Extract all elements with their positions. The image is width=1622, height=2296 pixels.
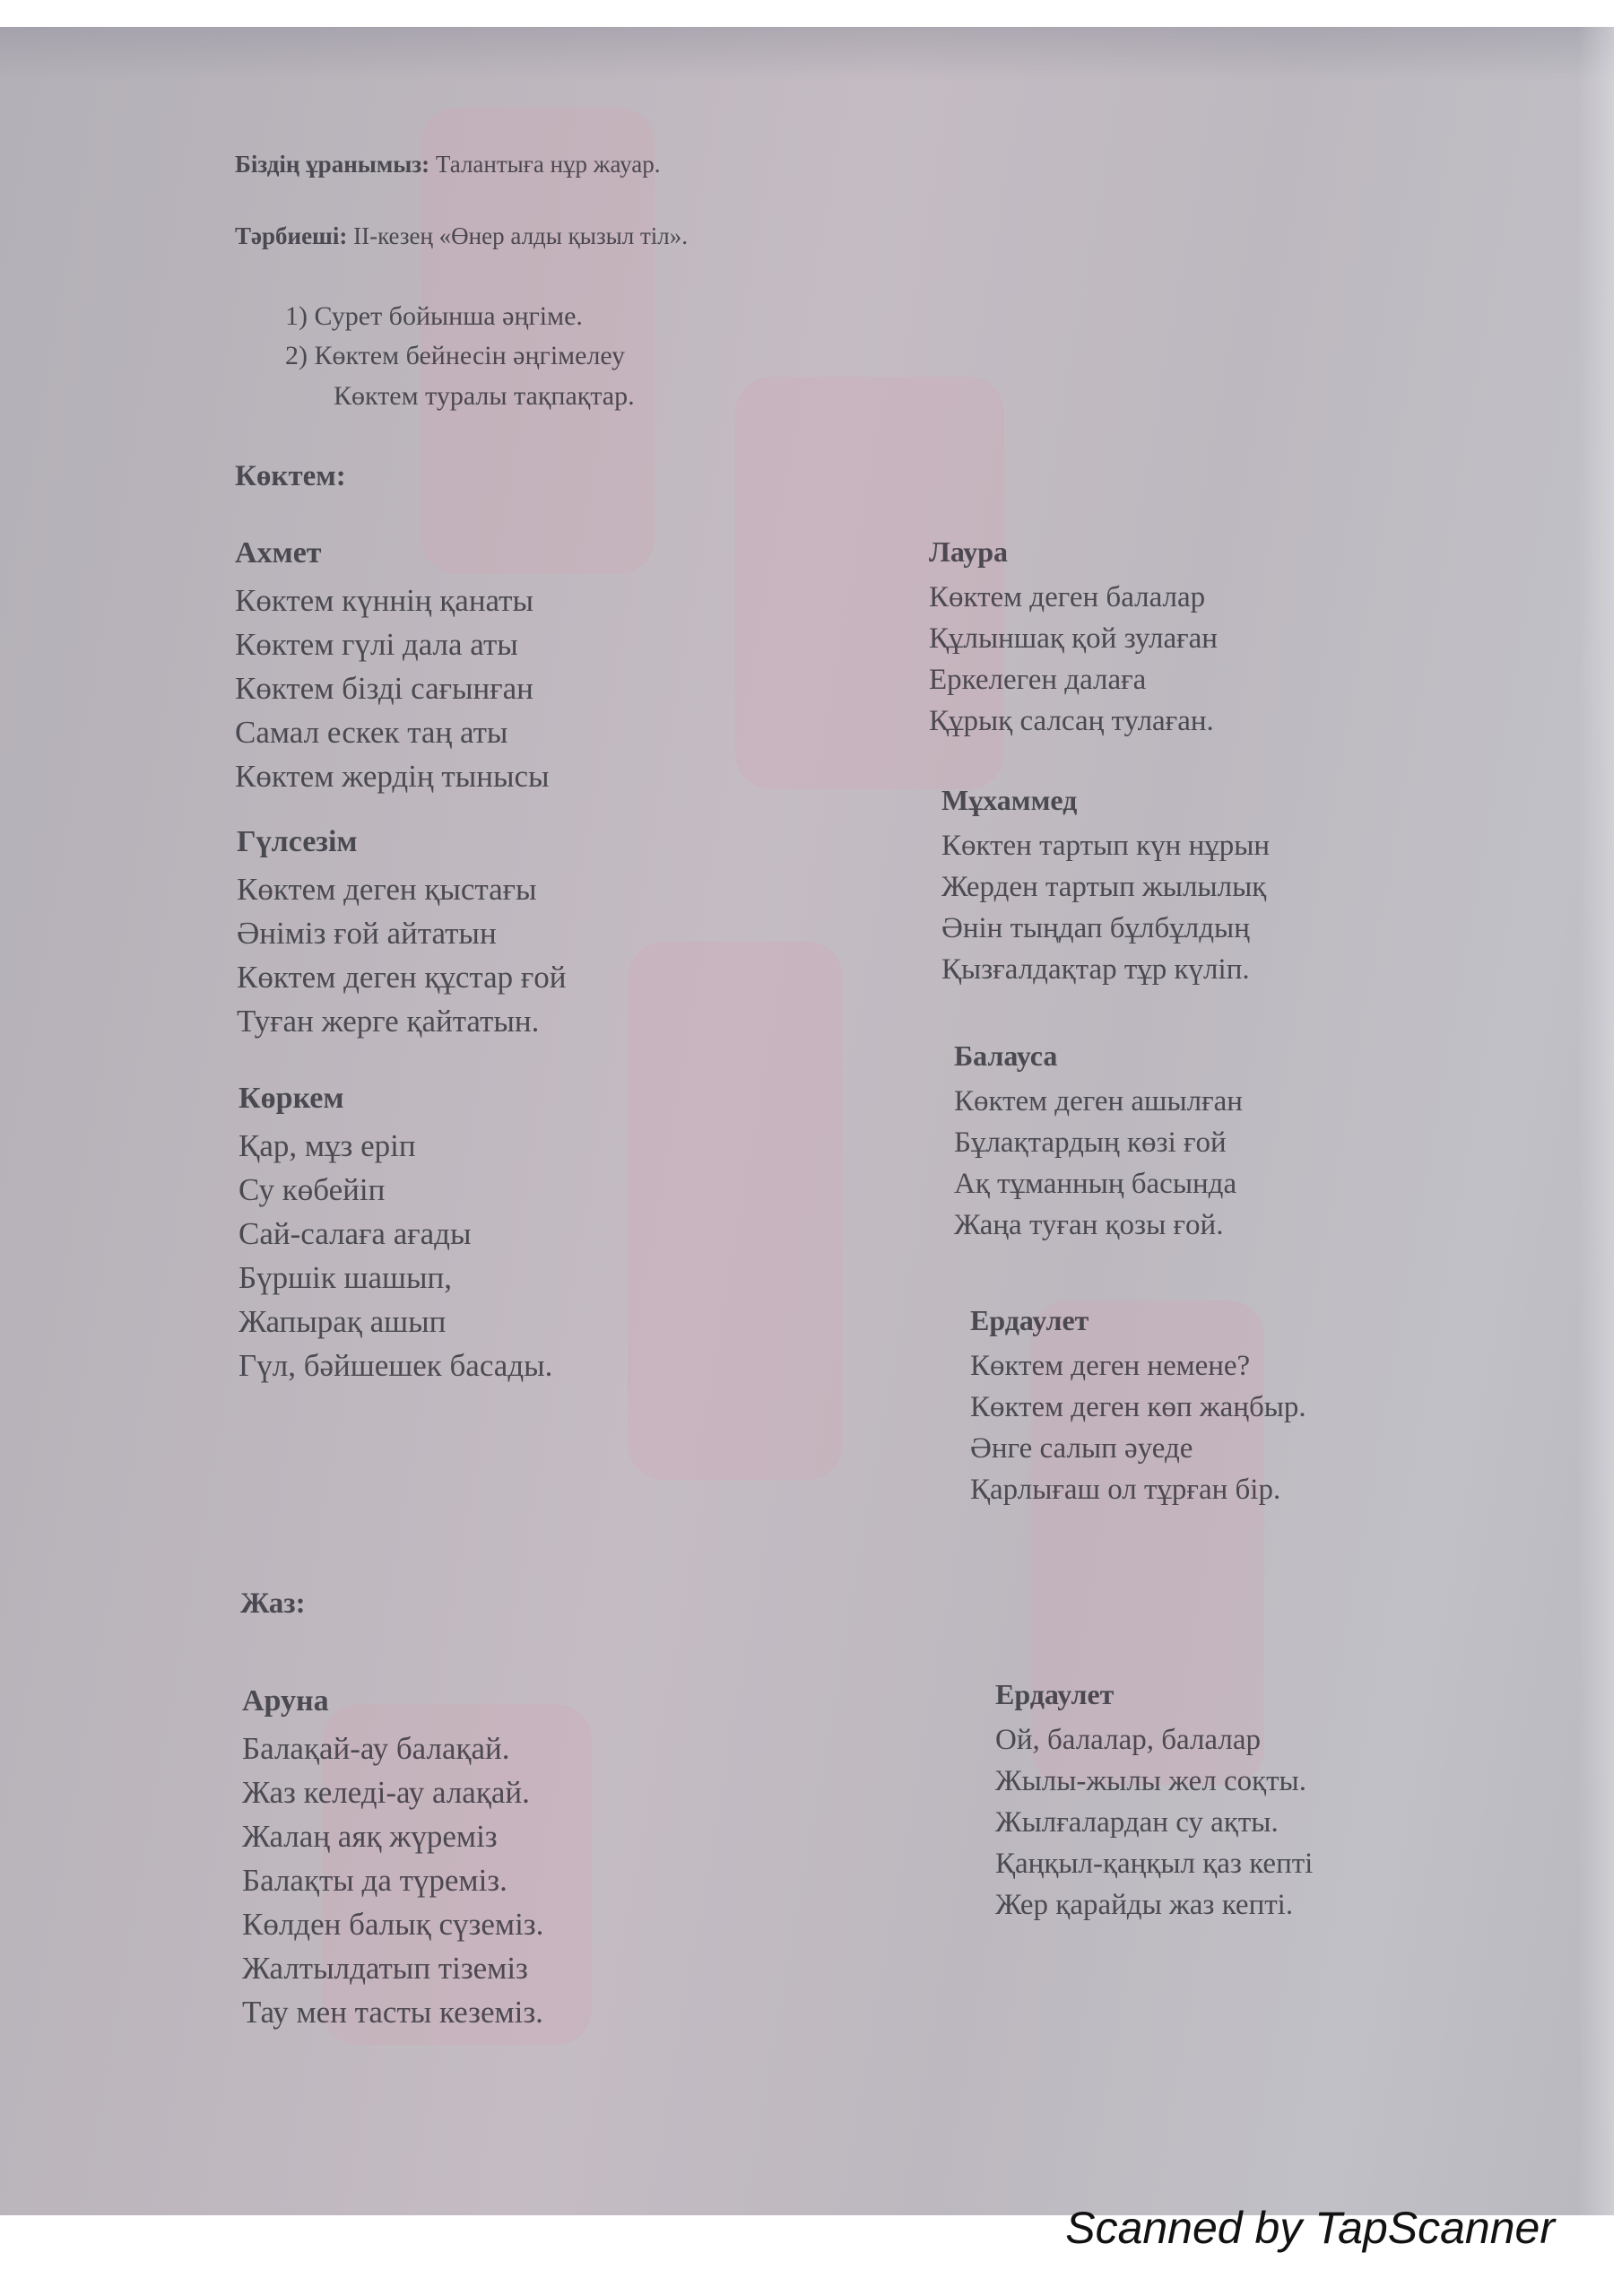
scanner-watermark: Scanned by TapScanner <box>1065 2203 1555 2253</box>
poem <box>954 1040 1243 1246</box>
poem-line: Жалтылдатып тіземіз <box>242 1951 528 1987</box>
poem-line: Көктем деген балалар <box>929 581 1206 614</box>
poem <box>970 1305 1306 1510</box>
activity-item: 2) Көктем бейнесін әңгімелеу <box>285 341 625 370</box>
poem-line: Әнін тыңдап бұлбұлдың <box>941 912 1250 945</box>
poem <box>941 785 1270 990</box>
poem-line: Жылғалардан су ақты. <box>995 1806 1279 1839</box>
poem-line: Самал ескек таң аты <box>235 715 508 751</box>
poem <box>995 1679 1313 1926</box>
paper-edge <box>1578 27 1614 2215</box>
poem-line: Жер қарайды жаз кепті. <box>995 1889 1294 1922</box>
goal-text: Талантыға нұр жауар. <box>435 151 661 178</box>
poem-author: Ахмет <box>235 536 322 570</box>
poem-line: Еркелеген далаға <box>929 664 1147 697</box>
poem <box>237 825 567 1043</box>
poem-line: Қарлығаш ол тұрған бір. <box>970 1474 1281 1507</box>
poem-line: Көктем деген немене? <box>970 1350 1251 1383</box>
poem <box>242 1684 543 2034</box>
scan-artifact <box>628 942 843 1480</box>
poem-line: Жаз келеді-ау алақай. <box>242 1775 530 1811</box>
poem-line: Тау мен тасты кеземіз. <box>242 1995 543 2031</box>
activity-item: 1) Сурет бойынша әңгіме. <box>285 301 583 331</box>
poem-line: Көктем деген қыстағы <box>237 872 537 908</box>
poem-line: Су көбейіп <box>239 1172 386 1208</box>
teacher-label: Тәрбиеші: <box>235 222 348 249</box>
poem-line: Құлыншақ қой зулаған <box>929 622 1218 656</box>
poem-author: Балауса <box>954 1039 1058 1072</box>
poem-line: Бұлақтардың көзі ғой <box>954 1126 1227 1160</box>
poem-author: Ердаулет <box>995 1678 1115 1710</box>
poem-line: Әніміз ғой айтатын <box>237 916 497 952</box>
poem-line: Гүл, бәйшешек басады. <box>239 1348 553 1384</box>
poem-line: Көктем деген көп жаңбыр. <box>970 1391 1306 1424</box>
poem-line: Жапырақ ашып <box>239 1304 447 1340</box>
poem-line: Сай-салаға ағады <box>239 1216 472 1252</box>
teacher-text: ІІ-кезең «Өнер алды қызыл тіл». <box>353 222 688 249</box>
poem-line: Көктем деген құстар ғой <box>237 960 567 996</box>
poem-line: Ой, балалар, балалар <box>995 1724 1261 1757</box>
poem-line: Көктем күннің қанаты <box>235 583 533 619</box>
activity-item: Көктем туралы тақпақтар. <box>334 381 635 411</box>
poem-line: Көктен тартып күн нұрын <box>941 830 1271 863</box>
poem-line: Қаңқыл-қаңқыл қаз кепті <box>995 1848 1314 1881</box>
poem <box>235 536 550 798</box>
poem <box>929 536 1218 742</box>
poem-line: Бүршік шашып, <box>239 1260 452 1296</box>
section-summer-title: Жаз: <box>240 1587 306 1620</box>
poem-line: Жалаң аяқ жүреміз <box>242 1819 498 1855</box>
paper-shadow <box>0 27 1614 81</box>
poem-line: Көктем жердің тынысы <box>235 759 550 795</box>
poem-line: Көлден балық сүземіз. <box>242 1907 544 1943</box>
poem-author: Көркем <box>239 1082 344 1115</box>
poem-line: Қызғалдақтар тұр күліп. <box>941 953 1250 987</box>
poem-line: Әнге салып әуеде <box>970 1432 1193 1465</box>
goal-line <box>235 152 660 177</box>
goal-label: Біздің ұранымыз: <box>235 151 430 178</box>
poem-author: Лаура <box>929 535 1009 568</box>
poem-line: Балақай-ау балақай. <box>242 1731 510 1767</box>
poem-line: Туған жерге қайтатын. <box>237 1004 540 1039</box>
poem-line: Жаңа туған қозы ғой. <box>954 1209 1224 1242</box>
poem-line: Балақты да түреміз. <box>242 1863 507 1899</box>
poem-line: Жылы-жылы жел соқты. <box>995 1765 1306 1798</box>
poem-line: Құрық салсаң тулаған. <box>929 705 1214 738</box>
poem-author: Ердаулет <box>970 1304 1089 1336</box>
teacher-line <box>235 224 688 248</box>
poem <box>239 1082 552 1387</box>
poem-line: Көктем деген ашылған <box>954 1085 1243 1118</box>
poem-line: Қар, мұз еріп <box>239 1128 416 1164</box>
poem-line: Көктем бізді сағынған <box>235 671 533 707</box>
poem-author: Мұхаммед <box>941 784 1078 816</box>
poem-line: Жерден тартып жылылық <box>941 871 1267 904</box>
poem-line: Ақ тұманның басында <box>954 1168 1237 1201</box>
poem-author: Аруна <box>242 1684 329 1718</box>
section-spring-title: Көктем: <box>235 460 346 492</box>
poem-line: Көктем гүлі дала аты <box>235 627 518 663</box>
poem-author: Гүлсезім <box>237 825 358 858</box>
